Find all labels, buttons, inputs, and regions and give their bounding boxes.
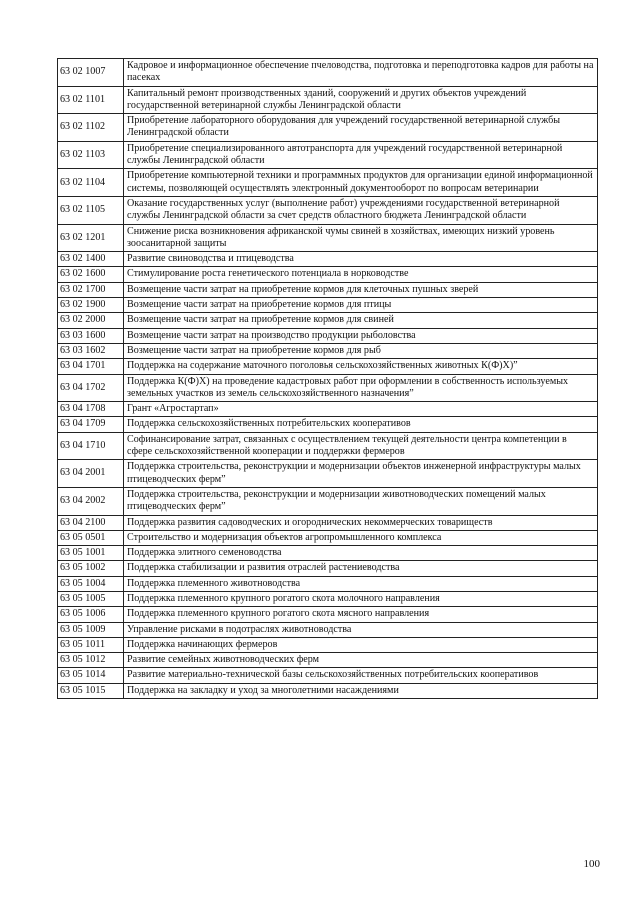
row-description: Поддержка строительства, реконструкции и модернизации объектов инженерной инфраструктуры малых птицеводческих ферм” (124, 460, 598, 488)
row-description: Софинансирование затрат, связанных с осуществлением текущей деятельности центра компетенции в сфере сельскохозяйственной кооперации и поддержки фермеров (124, 432, 598, 460)
row-description: Поддержка сельскохозяйственных потребительских кооперативов (124, 417, 598, 432)
row-code: 63 02 1900 (58, 298, 124, 313)
row-description: Возмещение части затрат на приобретение кормов для свиней (124, 313, 598, 328)
row-code: 63 02 1102 (58, 114, 124, 142)
row-description: Грант «Агростартап» (124, 402, 598, 417)
table-row (58, 196, 598, 224)
table-row (58, 267, 598, 282)
page-number: 100 (583, 858, 600, 870)
table-row (58, 432, 598, 460)
row-description: Приобретение лабораторного оборудования для учреждений государственной ветеринарной службы Ленинградской области (124, 114, 598, 142)
row-code: 63 02 1400 (58, 252, 124, 267)
row-code: 63 04 1710 (58, 432, 124, 460)
row-description: Поддержка племенного животноводства (124, 576, 598, 591)
table-row (58, 622, 598, 637)
table-row (58, 683, 598, 698)
table-row (58, 328, 598, 343)
table-row (58, 59, 598, 87)
row-code: 63 05 1009 (58, 622, 124, 637)
row-description: Развитие материально-технической базы сельскохозяйственных потребительских кооперативов (124, 668, 598, 683)
row-code: 63 05 1011 (58, 637, 124, 652)
table-row (58, 282, 598, 297)
row-description: Поддержка элитного семеноводства (124, 546, 598, 561)
row-description: Развитие свиноводства и птицеводства (124, 252, 598, 267)
table-row (58, 417, 598, 432)
row-description: Поддержка строительства, реконструкции и модернизации животноводческих помещений малых птицеводческих ферм” (124, 487, 598, 515)
row-description: Оказание государственных услуг (выполнение работ) учреждениями государственной ветеринарной службы Ленинградской области за счет средств областного бюджета Ленинградской области (124, 196, 598, 224)
row-code: 63 04 2002 (58, 487, 124, 515)
row-code: 63 02 1600 (58, 267, 124, 282)
row-description: Управление рисками в подотраслях животноводства (124, 622, 598, 637)
table-row (58, 298, 598, 313)
row-code: 63 02 1700 (58, 282, 124, 297)
table-row (58, 359, 598, 374)
row-description: Строительство и модернизация объектов агропромышленного комплекса (124, 530, 598, 545)
row-description: Приобретение компьютерной техники и программных продуктов для организации единой информационной системы, позволяющей осуществлять электронный документооборот по вопросам ветеринарии (124, 169, 598, 197)
row-code: 63 04 1701 (58, 359, 124, 374)
row-description: Поддержка начинающих фермеров (124, 637, 598, 652)
row-code: 63 03 1602 (58, 343, 124, 358)
row-code: 63 02 2000 (58, 313, 124, 328)
row-description: Поддержка племенного крупного рогатого скота мясного направления (124, 607, 598, 622)
row-code: 63 02 1105 (58, 196, 124, 224)
row-description: Поддержка стабилизации и развития отраслей растениеводства (124, 561, 598, 576)
row-code: 63 04 2100 (58, 515, 124, 530)
budget-codes-table (57, 58, 598, 699)
row-code: 63 05 1002 (58, 561, 124, 576)
row-description: Возмещение части затрат на приобретение кормов для клеточных пушных зверей (124, 282, 598, 297)
table-row (58, 313, 598, 328)
row-code: 63 05 1012 (58, 653, 124, 668)
table-row (58, 637, 598, 652)
table-row (58, 515, 598, 530)
table-row (58, 141, 598, 169)
table-row (58, 530, 598, 545)
row-code: 63 05 1006 (58, 607, 124, 622)
table-row (58, 114, 598, 142)
table-row (58, 591, 598, 606)
table-row (58, 224, 598, 252)
row-description: Снижение риска возникновения африканской чумы свиней в хозяйствах, имеющих низкий уровень зоосанитарной защиты (124, 224, 598, 252)
row-description: Поддержка К(Ф)Х) на проведение кадастровых работ при оформлении в собственность используемых земельных участков из земель сельскохозяйственного назначения” (124, 374, 598, 402)
table-row (58, 653, 598, 668)
row-code: 63 02 1104 (58, 169, 124, 197)
table-row (58, 252, 598, 267)
row-description: Капитальный ремонт производственных зданий, сооружений и других объектов учреждений государственной ветеринарной службы Ленинградской области (124, 86, 598, 114)
table-row (58, 86, 598, 114)
row-code: 63 05 1005 (58, 591, 124, 606)
table-row (58, 374, 598, 402)
table-body (58, 59, 598, 699)
table-row (58, 169, 598, 197)
row-code: 63 05 1015 (58, 683, 124, 698)
row-description: Стимулирование роста генетического потенциала в норководстве (124, 267, 598, 282)
row-code: 63 02 1101 (58, 86, 124, 114)
row-code: 63 02 1103 (58, 141, 124, 169)
row-description: Кадровое и информационное обеспечение пчеловодства, подготовка и переподготовка кадров для работы на пасеках (124, 59, 598, 87)
row-description: Приобретение специализированного автотранспорта для учреждений государственной ветеринарной службы Ленинградской области (124, 141, 598, 169)
row-code: 63 05 1001 (58, 546, 124, 561)
row-code: 63 05 1004 (58, 576, 124, 591)
row-description: Поддержка на закладку и уход за многолетними насаждениями (124, 683, 598, 698)
row-code: 63 04 1709 (58, 417, 124, 432)
table-row (58, 607, 598, 622)
table-row (58, 546, 598, 561)
table-row (58, 576, 598, 591)
row-code: 63 02 1007 (58, 59, 124, 87)
row-description: Поддержка на содержание маточного поголовья сельскохозяйственных животных К(Ф)Х)” (124, 359, 598, 374)
row-description: Поддержка племенного крупного рогатого скота молочного направления (124, 591, 598, 606)
table-row (58, 561, 598, 576)
row-code: 63 04 1702 (58, 374, 124, 402)
row-code: 63 05 0501 (58, 530, 124, 545)
row-code: 63 03 1600 (58, 328, 124, 343)
row-description: Развитие семейных животноводческих ферм (124, 653, 598, 668)
row-description: Возмещение части затрат на производство продукции рыболовства (124, 328, 598, 343)
row-code: 63 04 1708 (58, 402, 124, 417)
row-description: Возмещение части затрат на приобретение кормов для птицы (124, 298, 598, 313)
row-description: Возмещение части затрат на приобретение кормов для рыб (124, 343, 598, 358)
row-code: 63 02 1201 (58, 224, 124, 252)
row-code: 63 05 1014 (58, 668, 124, 683)
table-row (58, 668, 598, 683)
table-row (58, 460, 598, 488)
table-row (58, 343, 598, 358)
table-row (58, 402, 598, 417)
table-row (58, 487, 598, 515)
row-description: Поддержка развития садоводческих и огороднических некоммерческих товариществ (124, 515, 598, 530)
row-code: 63 04 2001 (58, 460, 124, 488)
